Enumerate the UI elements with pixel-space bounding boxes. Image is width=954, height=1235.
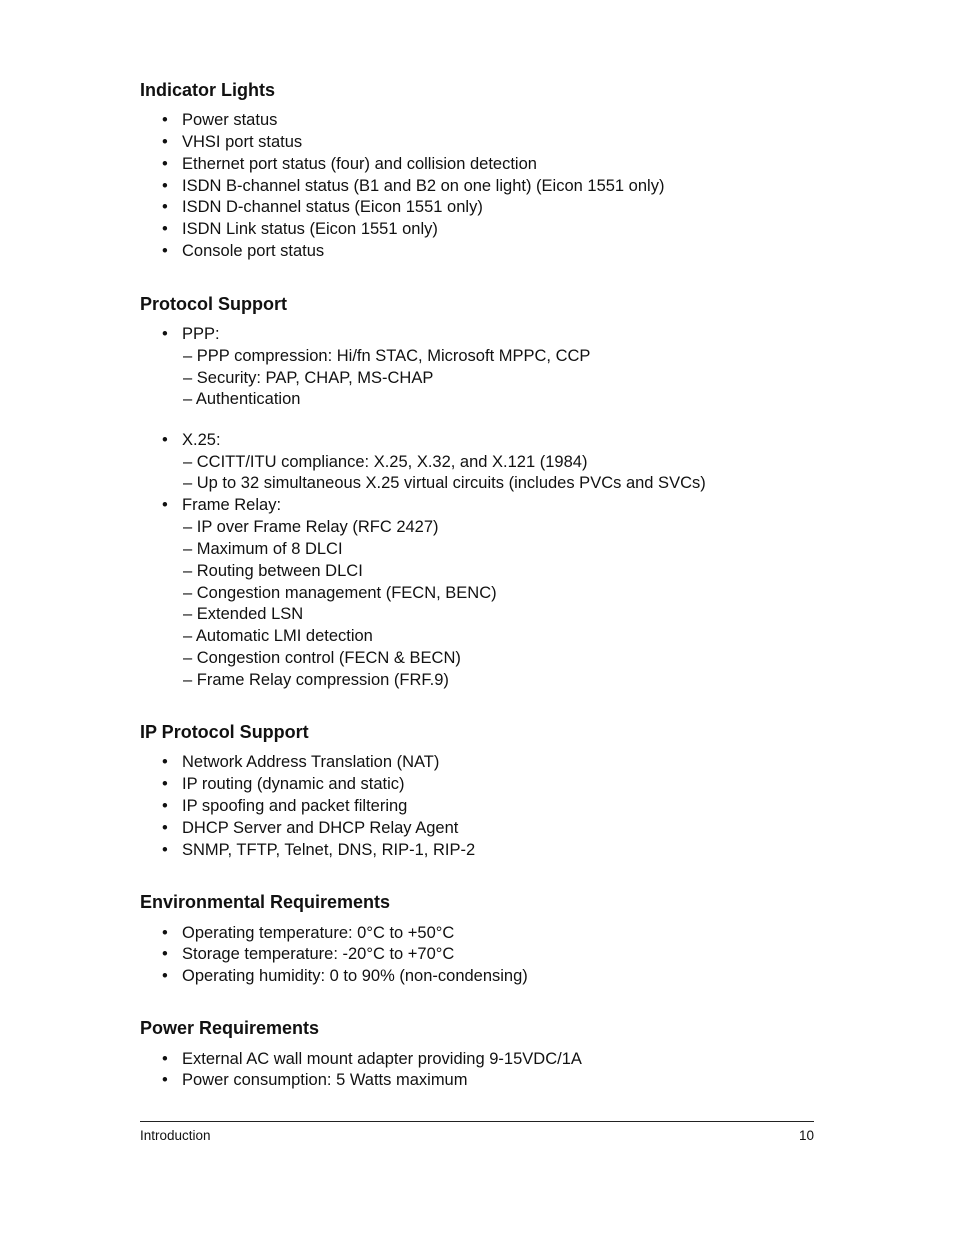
bullet: • bbox=[162, 841, 168, 859]
sub-list-item: – Frame Relay compression (FRF.9) bbox=[183, 671, 449, 689]
bullet: • bbox=[162, 753, 168, 771]
list-item-ppp bbox=[162, 323, 220, 345]
list-item-text: External AC wall mount adapter providing 9-15VDC/1A bbox=[182, 1050, 582, 1068]
list-item-text: DHCP Server and DHCP Relay Agent bbox=[182, 819, 459, 837]
bullet: • bbox=[162, 111, 168, 129]
list-item-text: Power status bbox=[182, 111, 278, 129]
list-item-text: Network Address Translation (NAT) bbox=[182, 753, 440, 771]
list-item-text: Ethernet port status (four) and collision detection bbox=[182, 155, 537, 173]
section-heading-environmental-requirements: Environmental Requirements bbox=[140, 892, 391, 912]
bullet: • bbox=[162, 198, 168, 216]
list-item-text: PPP: bbox=[182, 325, 220, 343]
section-heading-power-requirements: Power Requirements bbox=[140, 1018, 320, 1038]
section-heading-indicator-lights: Indicator Lights bbox=[140, 80, 275, 100]
list-item-text: IP spoofing and packet filtering bbox=[182, 797, 408, 815]
bullet: • bbox=[162, 177, 168, 195]
list-item bbox=[162, 240, 324, 262]
list-item bbox=[162, 131, 302, 153]
list-item bbox=[162, 175, 664, 197]
list-item bbox=[162, 773, 405, 795]
list-item bbox=[162, 751, 439, 773]
list-item-text: VHSI port status bbox=[182, 133, 303, 151]
list-item bbox=[162, 795, 407, 817]
sub-list-item: – Authentication bbox=[183, 390, 301, 408]
bullet: • bbox=[162, 1071, 168, 1089]
list-item bbox=[162, 817, 458, 839]
list-item bbox=[162, 1069, 467, 1091]
bullet: • bbox=[162, 819, 168, 837]
bullet: • bbox=[162, 133, 168, 151]
list-item-text: SNMP, TFTP, Telnet, DNS, RIP-1, RIP-2 bbox=[182, 841, 476, 859]
sub-list-item: – Up to 32 simultaneous X.25 virtual circuits (includes PVCs and SVCs) bbox=[183, 474, 706, 492]
list-item-text: Operating temperature: 0°C to +50°C bbox=[182, 924, 455, 942]
bullet: • bbox=[162, 496, 168, 514]
sub-list-item: – IP over Frame Relay (RFC 2427) bbox=[183, 518, 439, 536]
sub-list-item: – Congestion control (FECN & BECN) bbox=[183, 649, 461, 667]
bullet: • bbox=[162, 797, 168, 815]
sub-list-item: – Routing between DLCI bbox=[183, 562, 363, 580]
sub-list-item: – PPP compression: Hi/fn STAC, Microsoft MPPC, CCP bbox=[183, 347, 591, 365]
list-item bbox=[162, 943, 454, 965]
list-item-text: Power consumption: 5 Watts maximum bbox=[182, 1071, 468, 1089]
list-item bbox=[162, 965, 528, 987]
bullet: • bbox=[162, 325, 168, 343]
list-item-text: X.25: bbox=[182, 431, 221, 449]
bullet: • bbox=[162, 967, 168, 985]
list-item-text: ISDN D-channel status (Eicon 1551 only) bbox=[182, 198, 483, 216]
list-item-text: Storage temperature: -20°C to +70°C bbox=[182, 945, 455, 963]
section-heading-protocol-support: Protocol Support bbox=[140, 294, 287, 314]
bullet: • bbox=[162, 431, 168, 449]
list-item bbox=[162, 218, 438, 240]
sub-list-item: – Security: PAP, CHAP, MS-CHAP bbox=[183, 369, 434, 387]
footer-divider bbox=[140, 1121, 814, 1122]
bullet: • bbox=[162, 924, 168, 942]
section-heading-ip-protocol-support: IP Protocol Support bbox=[140, 722, 309, 742]
sub-list-item: – Automatic LMI detection bbox=[183, 627, 373, 645]
list-item bbox=[162, 839, 475, 861]
bullet: • bbox=[162, 155, 168, 173]
bullet: • bbox=[162, 220, 168, 238]
list-item-text: Operating humidity: 0 to 90% (non-condensing) bbox=[182, 967, 528, 985]
sub-list-item: – Extended LSN bbox=[183, 605, 304, 623]
list-item bbox=[162, 196, 483, 218]
footer-section-name: Introduction bbox=[140, 1128, 211, 1143]
list-item-x25 bbox=[162, 429, 221, 451]
sub-list-item: – Congestion management (FECN, BENC) bbox=[183, 584, 497, 602]
page-number: 10 bbox=[798, 1128, 814, 1143]
list-item bbox=[162, 153, 537, 175]
bullet: • bbox=[162, 775, 168, 793]
list-item bbox=[162, 1048, 582, 1070]
list-item-text: Frame Relay: bbox=[182, 496, 282, 514]
list-item-frame-relay bbox=[162, 494, 281, 516]
list-item-text: Console port status bbox=[182, 242, 325, 260]
bullet: • bbox=[162, 945, 168, 963]
list-item-text: ISDN B-channel status (B1 and B2 on one light) (Eicon 1551 only) bbox=[182, 177, 665, 195]
sub-list-item: – Maximum of 8 DLCI bbox=[183, 540, 343, 558]
sub-list-item: – CCITT/ITU compliance: X.25, X.32, and X.121 (1984) bbox=[183, 453, 588, 471]
list-item-text: IP routing (dynamic and static) bbox=[182, 775, 405, 793]
list-item bbox=[162, 109, 277, 131]
bullet: • bbox=[162, 242, 168, 260]
list-item bbox=[162, 922, 454, 944]
bullet: • bbox=[162, 1050, 168, 1068]
list-item-text: ISDN Link status (Eicon 1551 only) bbox=[182, 220, 438, 238]
